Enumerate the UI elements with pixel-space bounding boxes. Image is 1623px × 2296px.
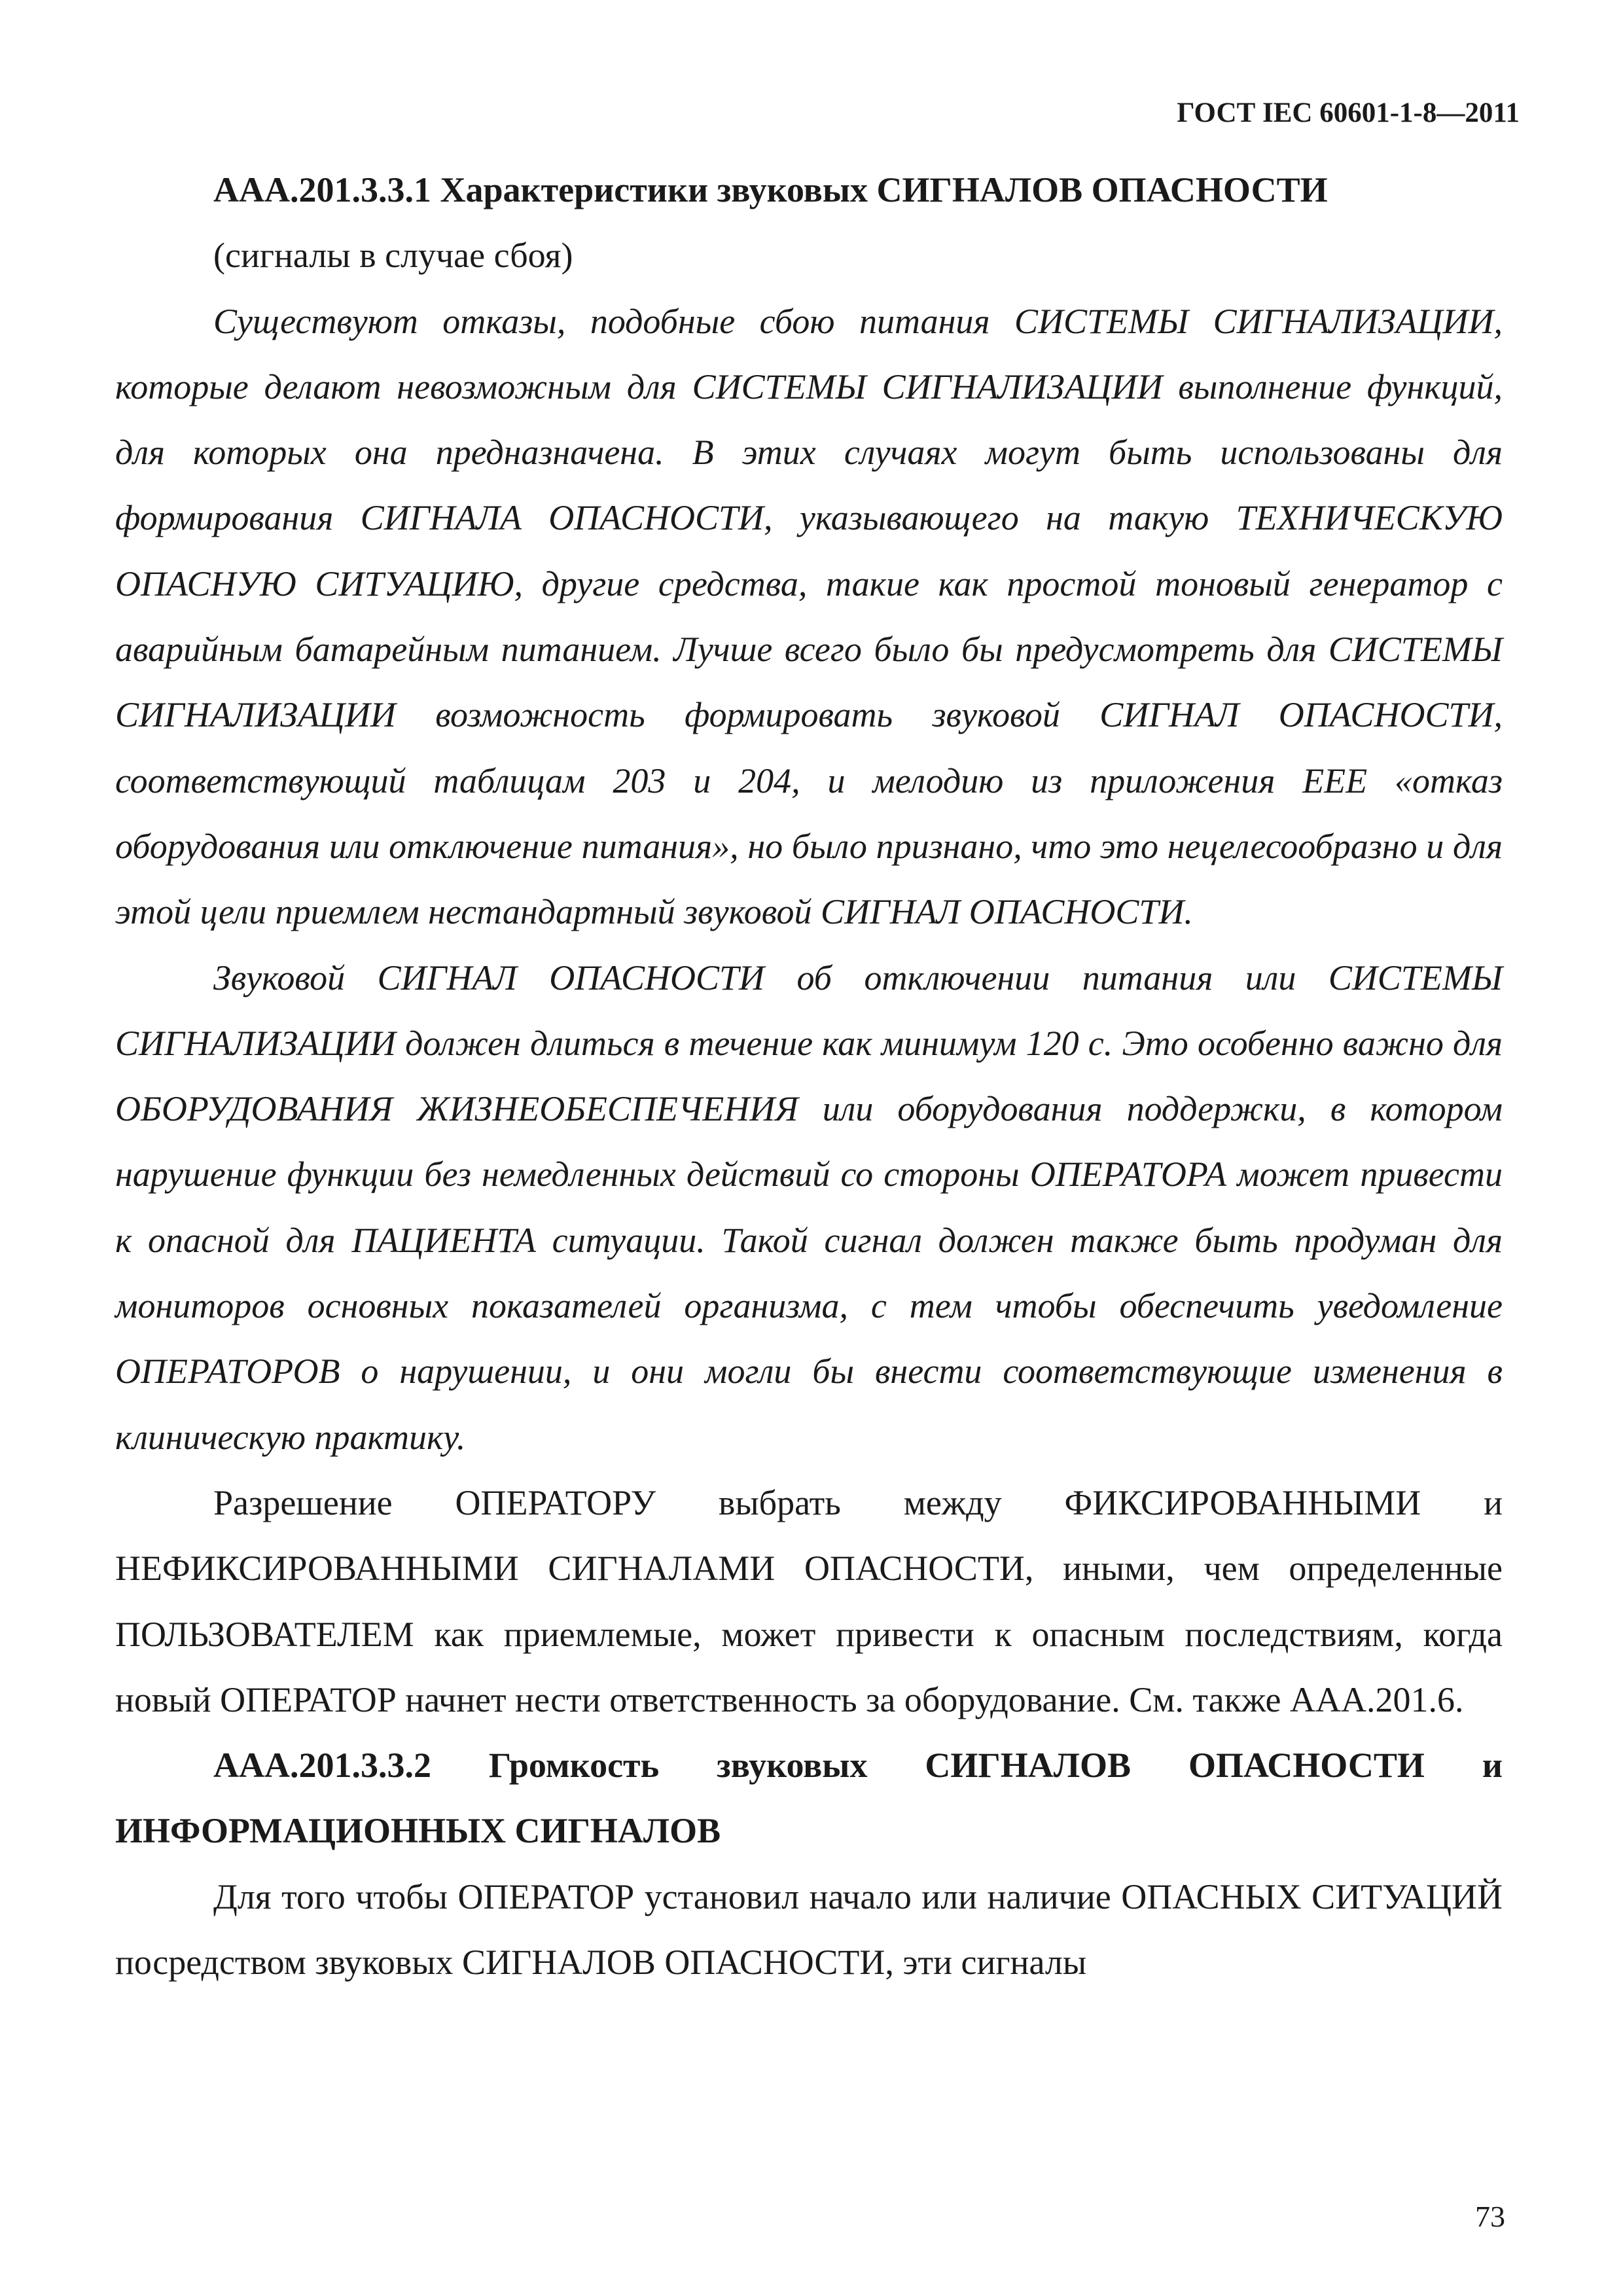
section-subheading-1: (сигналы в случае сбоя): [213, 236, 573, 276]
paragraph-volume: Для того чтобы ОПЕРАТОР установил начало или наличие ОПАСНЫХ СИТУАЦИЙ посредством звуковых СИГНАЛОВ ОПАСНОСТИ, эти сигналы: [115, 1876, 1503, 1982]
document-header: ГОСТ IEC 60601-1-8—2011: [1177, 98, 1520, 128]
paragraph-operator-selection: Разрешение ОПЕРАТОРУ выбрать между ФИКСИРОВАННЫМИ и НЕФИКСИРОВАННЫМИ СИГНАЛАМИ ОПАСНОСТИ, иными, чем определенные ПОЛЬЗОВАТЕЛЕМ как приемлемые, может привести к опасным последствиям, когда новый ОПЕРАТОР начнет нести ответственность за оборудование. См. также ААА.201.6.: [115, 1482, 1503, 1719]
section-heading-2: ААА.201.3.3.2 Громкость звуковых СИГНАЛОВ ОПАСНОСТИ и ИНФОРМАЦИОННЫХ СИГНАЛОВ: [115, 1746, 1503, 1851]
paragraph-power-failure: Существуют отказы, подобные сбою питания СИСТЕМЫ СИГНАЛИЗАЦИИ, которые делают невозможным для СИСТЕМЫ СИГНАЛИЗАЦИИ выполнение функций, для которых она предназначена. В этих случаях могут быть использованы для формирования СИГНАЛА ОПАСНОСТИ, указывающего на такую ТЕХНИЧЕСКУЮ ОПАСНУЮ СИТУАЦИЮ, другие средства, такие как простой тоновый генератор с аварийным батарейным питанием. Лучше всего было бы предусмотреть для СИСТЕМЫ СИГНАЛИЗАЦИИ возможность формировать звуковой СИГНАЛ ОПАСНОСТИ, соответствующий таблицам 203 и 204, и мелодию из приложения ЕЕЕ «отказ оборудования или отключение питания», но было признано, что это нецелесообразно и для этой цели приемлем нестандартный звуковой СИГНАЛ ОПАСНОСТИ.: [115, 301, 1503, 932]
page-number: 73: [1475, 2200, 1505, 2233]
paragraph-signal-duration: Звуковой СИГНАЛ ОПАСНОСТИ об отключении питания или СИСТЕМЫ СИГНАЛИЗАЦИИ должен длиться в течение как минимум 120 с. Это особенно важно для ОБОРУДОВАНИЯ ЖИЗНЕОБЕСПЕЧЕНИЯ или оборудования поддержки, в котором нарушение функции без немедленных действий со стороны ОПЕРАТОРА может привести к опасной для ПАЦИЕНТА ситуации. Такой сигнал должен также быть продуман для мониторов основных показателей организма, с тем чтобы обеспечить уведомление ОПЕРАТОРОВ о нарушении, и они могли бы внести соответствующие изменения в клиническую практику.: [115, 958, 1503, 1457]
page-body: [115, 157, 1503, 1995]
section-heading-1: ААА.201.3.3.1 Характеристики звуковых СИГНАЛОВ ОПАСНОСТИ: [213, 170, 1328, 209]
